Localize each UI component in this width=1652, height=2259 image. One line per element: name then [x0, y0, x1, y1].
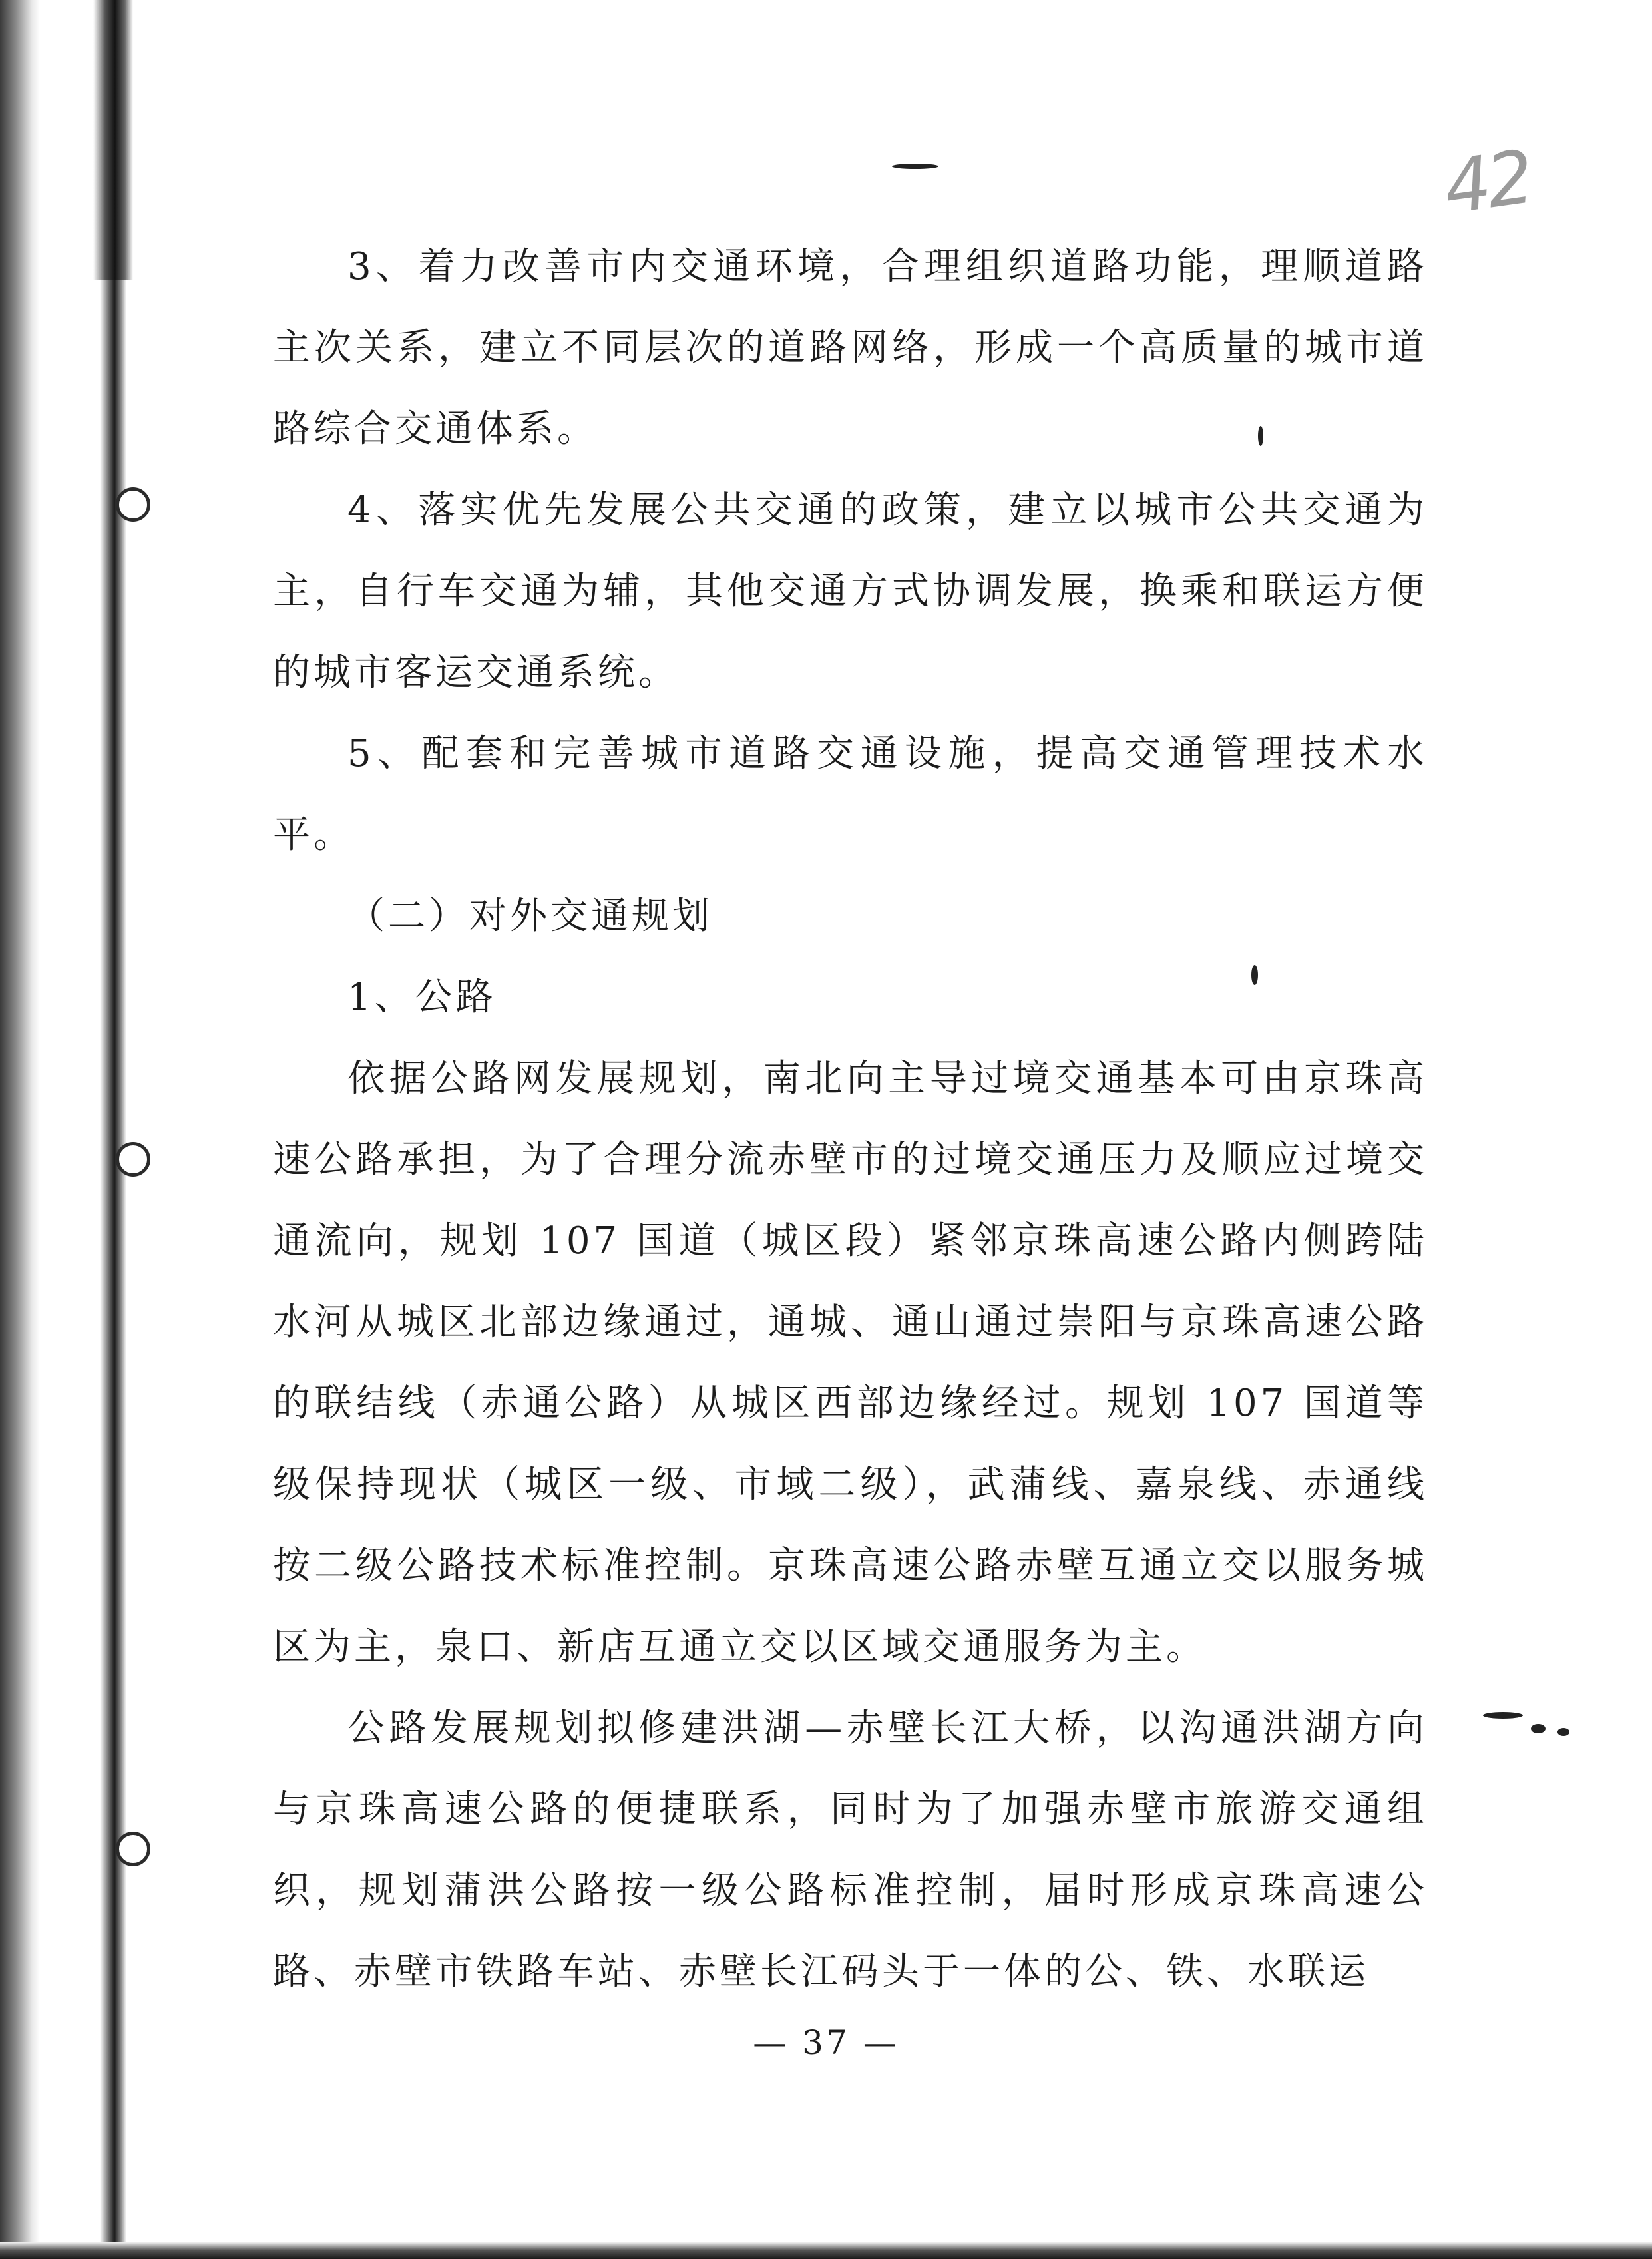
binding-edge [100, 0, 126, 2259]
subsection-heading: 1、公路 [347, 976, 497, 1019]
punch-hole [116, 487, 150, 522]
paragraph-item-4: 4、落实优先发展公共交通的政策，建立以城市公共交通为主，自行车交通为辅，其他交通方式协调发展，换乘和联运方便的城市客运交通系统。 [273, 489, 1428, 694]
binding-shadow [0, 0, 40, 2259]
paragraph-item-5: 5、配套和完善城市道路交通设施，提高交通管理技术水平。 [273, 732, 1428, 857]
punch-hole [116, 1142, 150, 1177]
paragraph-bridge-plan: 公路发展规划拟修建洪湖—赤壁长江大桥，以沟通洪湖方向与京珠高速公路的便捷联系，同时为了加强赤壁市旅游交通组织，规划蒲洪公路按一级公路标准控制，届时形成京珠高速公路、赤壁市铁路车站、赤壁长江码头于一体的公、铁、水联运 [273, 1707, 1428, 1993]
punch-hole [116, 1832, 150, 1866]
binding-edge-top [93, 0, 133, 280]
page-number: — 37 — [753, 2023, 899, 2062]
scan-speck [1483, 1712, 1523, 1719]
document-body [273, 226, 1428, 2013]
paragraph-item-3: 3、着力改善市内交通环境，合理组织道路功能，理顺道路主次关系，建立不同层次的道路网络，形成一个高质量的城市道路综合交通体系。 [273, 245, 1428, 451]
section-heading: （二）对外交通规划 [347, 895, 713, 938]
handwritten-page-mark: 42 [1438, 134, 1536, 231]
scan-speck [1531, 1724, 1546, 1733]
scan-speck [1557, 1728, 1569, 1736]
scan-bottom-edge [0, 2242, 1652, 2259]
paragraph-highway-network: 依据公路网发展规划，南北向主导过境交通基本可由京珠高速公路承担，为了合理分流赤壁市的过境交通压力及顺应过境交通流向，规划 107 国道（城区段）紧邻京珠高速公路内侧跨陆水河从城区北部边缘通过，通城、通山通过崇阳与京珠高速公路的联结线（赤通公路）从城区西部边缘经过。规划 107 国道等级保持现状（城区一级、市域二级），武蒲线、嘉泉线、赤通线按二级公路技术标准控制。京珠高速公路赤壁互通立交以服务城区为主，泉口、新店互通立交以区域交通服务为主。 [273, 1057, 1428, 1669]
scan-speck [892, 164, 938, 169]
